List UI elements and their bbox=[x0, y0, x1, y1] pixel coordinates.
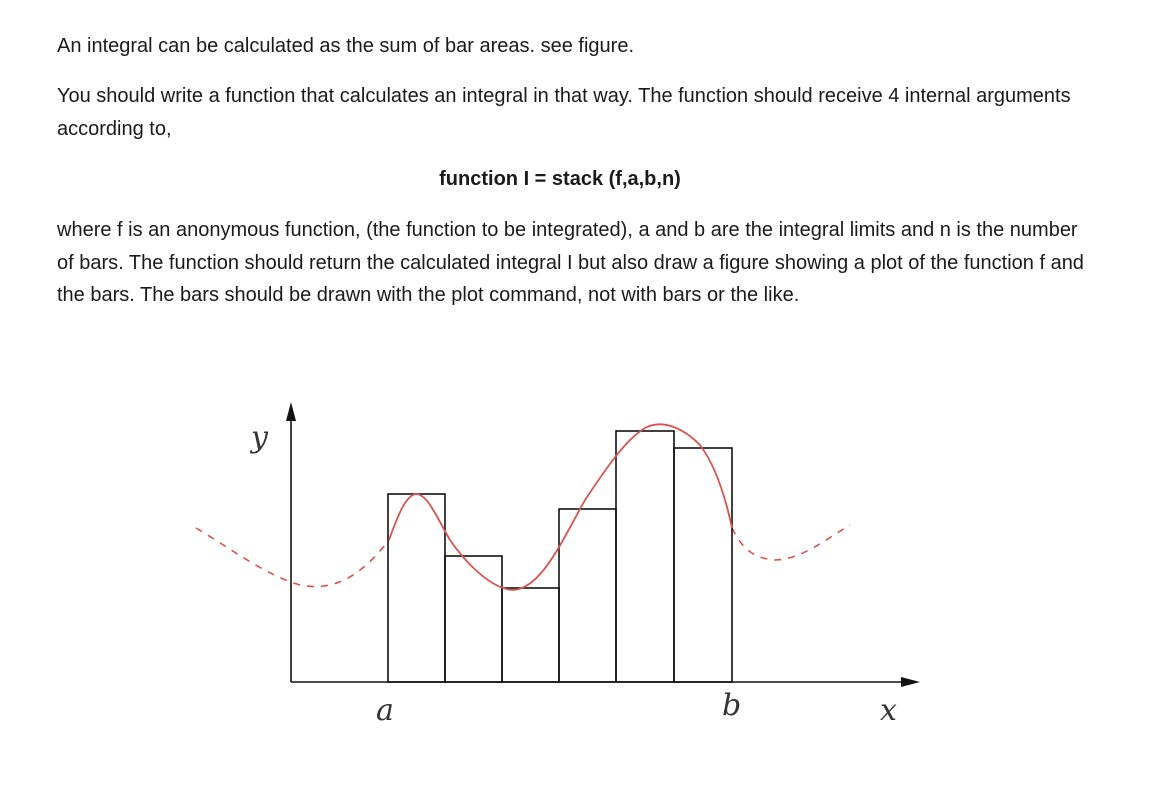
a-limit-label: a bbox=[376, 693, 394, 728]
bar-2 bbox=[445, 556, 502, 682]
bar-6 bbox=[674, 448, 732, 682]
function-curve bbox=[389, 424, 732, 590]
bar-3 bbox=[502, 588, 559, 682]
instruction-paragraph: You should write a function that calculates an integral in that way. The function should receive 4 internal arguments according to, bbox=[57, 85, 1071, 140]
bar-4 bbox=[559, 509, 616, 682]
curve-dashed-right bbox=[732, 525, 850, 560]
y-axis-label: y bbox=[251, 420, 268, 455]
bar-5 bbox=[616, 431, 674, 682]
y-axis-arrow bbox=[286, 402, 296, 421]
x-axis-label: x bbox=[880, 693, 897, 728]
intro-paragraph: An integral can be calculated as the sum of bar areas. see figure. bbox=[57, 35, 635, 57]
description-paragraph: where f is an anonymous function, (the function to be integrated), a and b are the integral limits and n is the number of bars. The function should return the calculated integral I but also draw a figure showing a plot of the function f and the bars. The bars should be drawn with the plot command, not with bars or the like. bbox=[57, 219, 1084, 306]
x-axis-arrow bbox=[901, 677, 920, 687]
b-limit-label: b bbox=[722, 688, 742, 723]
function-signature: function I = stack (f,a,b,n) bbox=[439, 168, 681, 190]
curve-dashed-left bbox=[196, 528, 389, 587]
